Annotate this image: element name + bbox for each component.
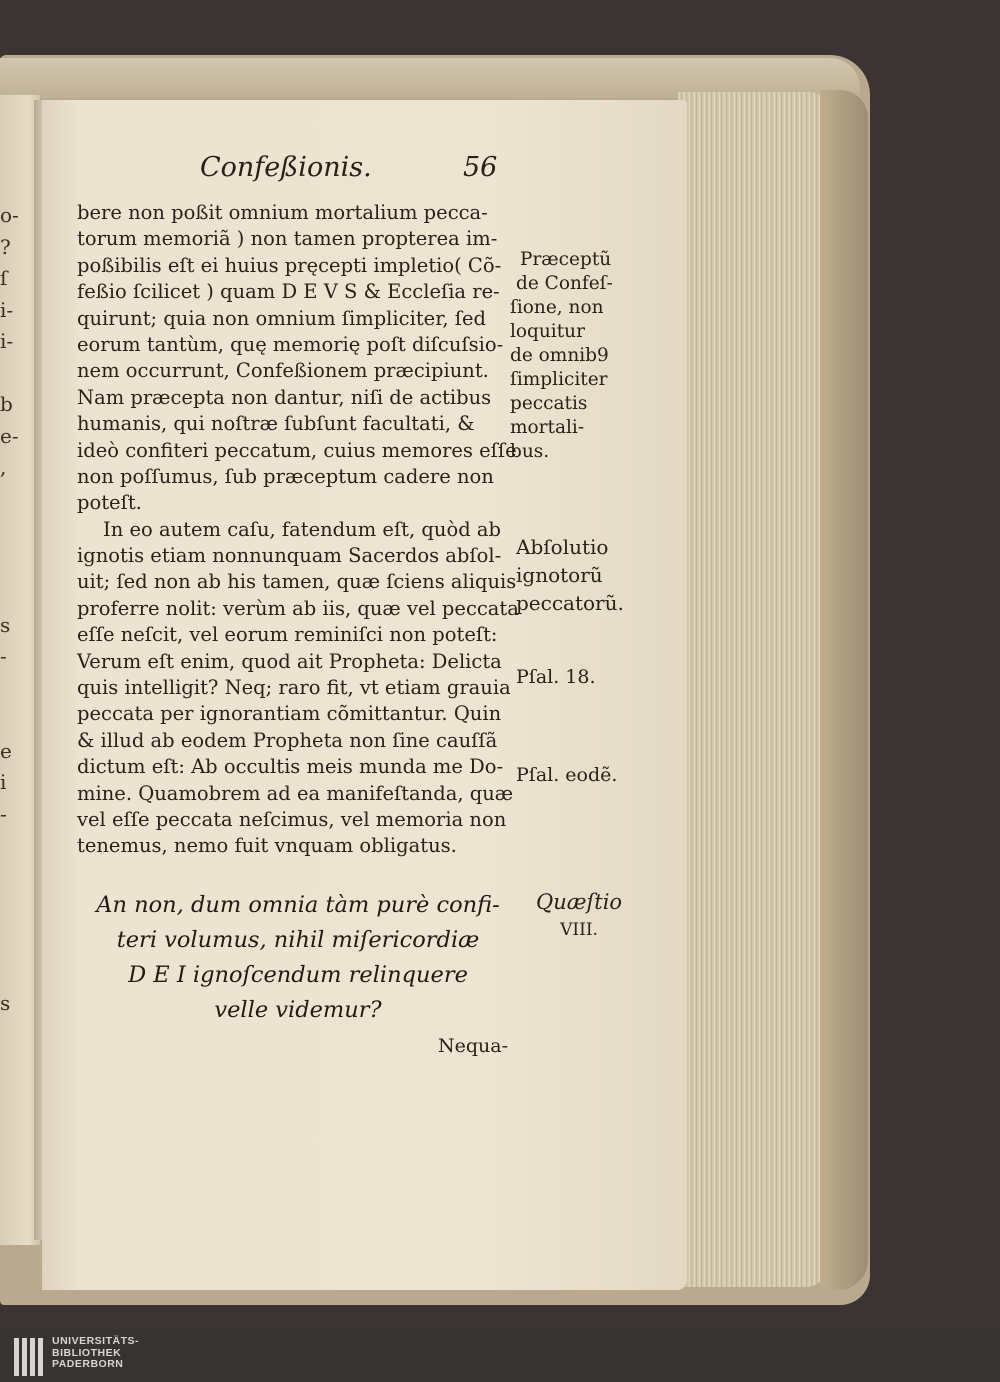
margin-note-psal-eodem <box>516 764 617 786</box>
body-line: torum memoriã ) non tamen propterea im- <box>77 227 498 251</box>
left-edge-glyph <box>0 1019 14 1051</box>
margin-note-line: de Confeſ- <box>516 273 613 294</box>
margin-note-line: ignotorũ <box>516 563 603 587</box>
left-edge-glyph: - <box>0 801 7 826</box>
margin-note-line: VIII. <box>560 920 598 940</box>
left-edge-glyph: - <box>0 644 7 668</box>
left-edge-glyph: e- <box>0 423 19 448</box>
question-line: velle videmur? <box>214 997 382 1023</box>
margin-note-line: peccatis <box>510 393 588 414</box>
page-number: 56 <box>463 152 498 183</box>
margin-note-line: ſione, non <box>510 297 604 318</box>
left-edge-glyph <box>0 862 14 894</box>
body-line: peccata per ignorantiam cõmittantur. Quin <box>77 702 502 726</box>
left-edge-glyph <box>0 358 14 390</box>
logo-line: BIBLIOTHEK <box>52 1346 122 1359</box>
body-line: proferre nolit: verùm ab iis, quæ vel peccata <box>77 596 519 620</box>
running-head: Confeßionis. <box>200 152 372 183</box>
left-edge-glyph: s <box>0 990 11 1015</box>
margin-note-line: Abſolutio <box>516 535 609 559</box>
left-edge-glyph <box>0 578 14 610</box>
left-edge-glyph <box>0 673 14 705</box>
body-line: humanis, qui noſtræ ſubſunt facultati, & <box>77 412 475 436</box>
left-edge-glyph: e <box>0 738 12 763</box>
body-line: eſſe neſcit, vel eorum reminiſci non poteſt: <box>77 623 498 647</box>
left-edge-glyph: o- <box>0 203 19 227</box>
left-edge-glyph: b <box>0 392 13 416</box>
margin-note-line: mortali- <box>510 417 585 438</box>
margin-note-line: Quæſtio <box>536 890 623 914</box>
body-line: In eo autem caſu, fatendum eſt, quòd ab <box>103 517 501 541</box>
logo-line: PADERBORN <box>52 1358 124 1370</box>
margin-note-line: Pſal. 18. <box>516 666 596 688</box>
left-edge-glyph: i <box>0 770 7 794</box>
body-line: non poſſumus, ſub præceptum cadere non <box>77 464 494 488</box>
body-line: vel eſſe peccata neſcimus, vel memoria non <box>77 807 507 831</box>
margin-note-quaestio <box>536 888 622 944</box>
left-edge-glyph: ſ <box>0 266 8 290</box>
margin-note-line: de omnib9 <box>510 345 609 366</box>
margin-note-line: loquitur <box>510 321 585 342</box>
left-page-edge-text <box>0 200 19 1051</box>
body-line: tenemus, nemo fuit vnquam obligatus. <box>77 834 457 858</box>
body-line: Nam præcepta non dantur, niſi de actibus <box>77 385 492 409</box>
left-edge-glyph: , <box>0 455 7 479</box>
margin-note-line: bus. <box>510 441 550 462</box>
margin-note-line: Præceptũ <box>520 249 612 270</box>
body-line: quis intelligit? Neq; raro fit, vt etiam grauia <box>77 676 511 700</box>
left-edge-glyph: ? <box>0 234 11 259</box>
body-line: uit; ſed non ab his tamen, quæ ſciens aliquis <box>77 570 517 594</box>
left-edge-glyph: s <box>0 612 11 637</box>
left-edge-glyph: i- <box>0 329 14 353</box>
catchword: Nequa- <box>438 1035 509 1057</box>
body-line: quirunt; quia non omnium ſimpliciter, ſed <box>77 306 487 330</box>
margin-note-psal-18 <box>516 666 596 688</box>
question-line: teri volumus, nihil miſericordiæ <box>116 927 480 953</box>
margin-note-line: Pſal. eodẽ. <box>516 764 618 786</box>
footer-bar <box>0 1332 1000 1382</box>
body-line: & illud ab eodem Propheta non ſine cauſſã <box>77 728 498 752</box>
margin-note-line: peccatorũ. <box>516 591 624 615</box>
left-edge-glyph <box>0 704 14 736</box>
body-line: poßibilis eſt ei huius pręcepti impletio( Cõ- <box>77 253 502 277</box>
body-line: poteſt. <box>77 491 142 515</box>
margin-note-line: ſimpliciter <box>510 369 608 390</box>
body-line: ignotis etiam nonnunquam Sacerdos abſol- <box>77 544 502 568</box>
left-edge-glyph <box>0 925 14 957</box>
body-line: nem occurrunt, Confeßionem præcipiunt. <box>77 359 489 383</box>
left-edge-glyph <box>0 547 14 579</box>
body-line: bere non poßit omnium mortalium pecca- <box>77 201 488 224</box>
body-text <box>77 200 517 860</box>
cover-edge <box>820 90 868 1290</box>
body-line: feßio ſcilicet ) quam D E V S & Eccleſia re- <box>77 280 500 304</box>
library-logo-icon <box>14 1338 44 1376</box>
left-edge-glyph <box>0 956 14 988</box>
body-line: ideò confiteri peccatum, cuius memores eſſe <box>77 438 517 462</box>
library-logo-text <box>52 1336 139 1371</box>
logo-line: UNIVERSITÄTS- <box>52 1335 140 1347</box>
margin-note-absolutio <box>516 533 624 617</box>
question-line: An non, dum omnia tàm purè confi- <box>96 892 500 918</box>
question-heading <box>78 888 518 1028</box>
left-edge-glyph: i- <box>0 297 14 322</box>
body-line: eorum tantùm, quę memorię poſt diſcuſsio- <box>77 332 504 356</box>
body-line: dictum eſt: Ab occultis meis munda me Do- <box>77 755 504 779</box>
left-edge-glyph <box>0 830 14 862</box>
left-edge-glyph <box>0 893 14 925</box>
question-line: D E I ignoſcendum relinquere <box>128 962 468 988</box>
left-edge-glyph <box>0 484 14 516</box>
page-edges <box>678 92 828 1287</box>
margin-note-praeceptum <box>510 248 613 464</box>
body-line: mine. Quamobrem ad ea manifeſtanda, quæ <box>77 781 514 805</box>
body-line: Verum eſt enim, quod ait Propheta: Delicta <box>77 649 502 673</box>
left-edge-glyph <box>0 515 14 547</box>
